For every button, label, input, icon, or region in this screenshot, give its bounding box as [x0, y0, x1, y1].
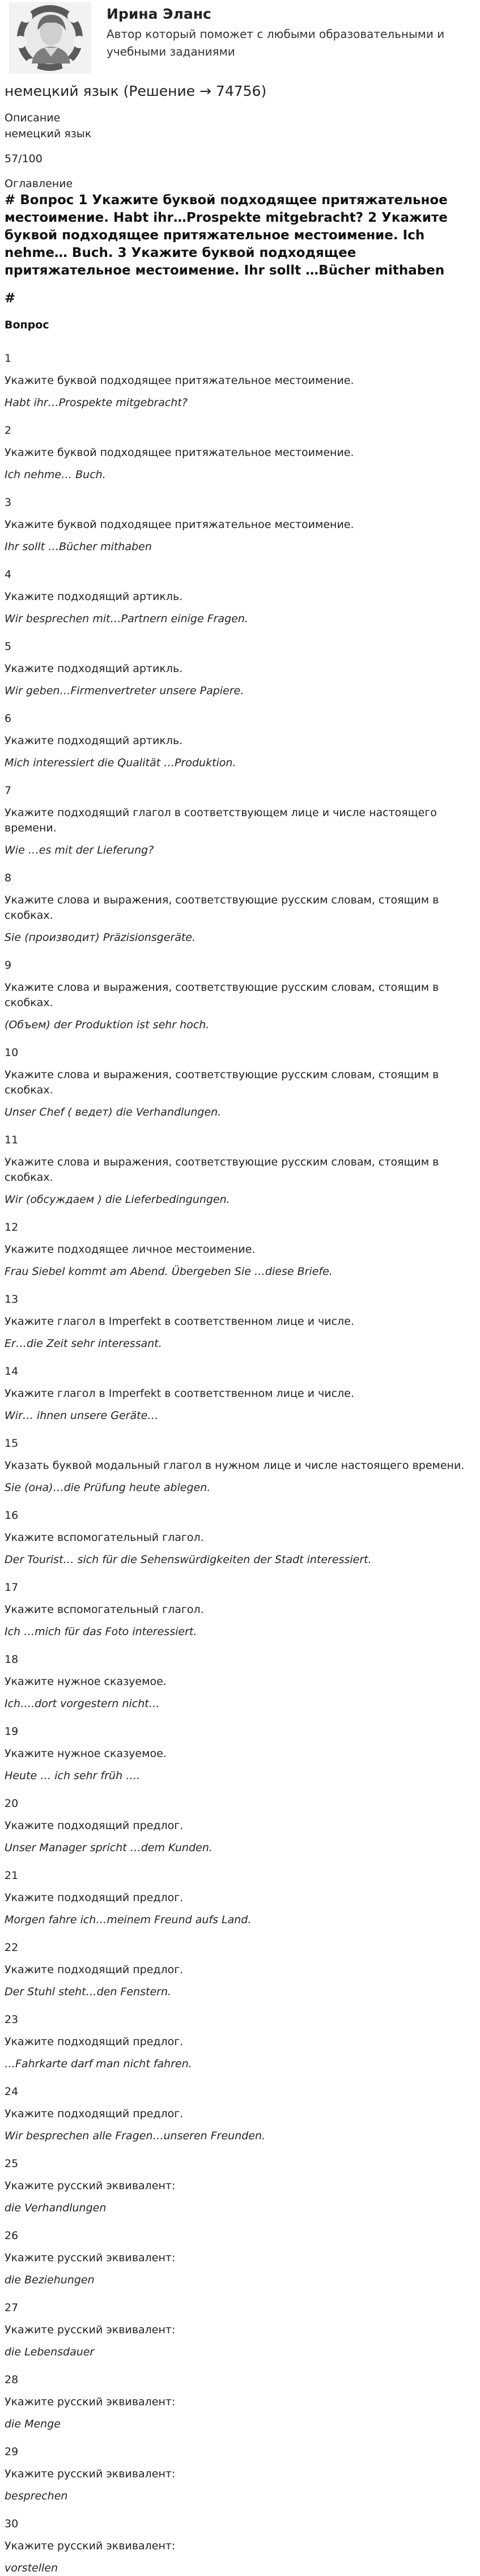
question-text: Sie (она)…die Prüfung heute ablegen. — [5, 1481, 211, 1494]
question-number: 2 — [5, 424, 12, 437]
question-number: 13 — [5, 1293, 19, 1306]
question-number: 12 — [5, 1221, 19, 1234]
question-number: 7 — [5, 784, 12, 797]
question-prompt: Укажите подходящий предлог. — [5, 1963, 184, 1976]
question-item — [5, 2012, 475, 2072]
question-item — [5, 1508, 475, 1568]
question-item — [5, 1220, 475, 1279]
question-text: die Menge — [5, 2418, 61, 2430]
question-number: 28 — [5, 2374, 19, 2386]
question-text: …Fahrkarte darf man nicht fahren. — [5, 2058, 192, 2070]
question-item — [5, 423, 475, 483]
question-prompt: Укажите подходящий артикль. — [5, 590, 183, 603]
question-item — [5, 2156, 475, 2216]
question-prompt: Укажите подходящий предлог. — [5, 2036, 184, 2048]
author-name[interactable]: Ирина Эланс — [107, 6, 211, 22]
question-item — [5, 1045, 475, 1120]
question-item — [5, 351, 475, 411]
question-number: 16 — [5, 1509, 19, 1522]
question-text: besprechen — [5, 2490, 68, 2502]
question-text: Wie …es mit der Lieferung? — [5, 844, 154, 856]
question-number: 15 — [5, 1437, 19, 1450]
question-prompt: Укажите русский эквивалент: — [5, 2324, 176, 2336]
question-text: Ich nehme… Buch. — [5, 468, 106, 481]
question-text: Er…die Zeit sehr interessant. — [5, 1337, 162, 1350]
question-prompt: Укажите подходящий артикль. — [5, 734, 183, 747]
question-item — [5, 567, 475, 627]
question-item — [5, 711, 475, 771]
question-number: 20 — [5, 1797, 19, 1810]
question-item — [5, 1364, 475, 1424]
question-number: 10 — [5, 1046, 19, 1059]
question-prompt: Укажите буквой подходящее притяжательное местоимение. — [5, 374, 354, 387]
question-number: 27 — [5, 2301, 19, 2314]
question-number: 24 — [5, 2085, 19, 2098]
question-text: Ich….dort vorgestern nicht… — [5, 1697, 160, 1710]
question-text: Unser Manager spricht …dem Kunden. — [5, 1842, 213, 1854]
question-item — [5, 2444, 475, 2504]
question-prompt: Укажите русский эквивалент: — [5, 2396, 176, 2408]
question-item — [5, 2300, 475, 2360]
question-prompt: Укажите вспомогательный глагол. — [5, 1531, 204, 1544]
question-prompt: Укажите подходящий артикль. — [5, 662, 183, 675]
author-header — [5, 0, 475, 82]
question-number: 17 — [5, 1581, 19, 1594]
question-text: die Verhandlungen — [5, 2202, 107, 2214]
author-description: Автор который поможет с любыми образовательными и учебными заданиями — [107, 27, 445, 58]
question-text: Sie (производит) Präzisionsgeräte. — [5, 931, 196, 944]
question-number: 18 — [5, 1653, 19, 1666]
question-number: 4 — [5, 568, 12, 581]
question-prompt: Укажите русский эквивалент: — [5, 2180, 176, 2192]
description-label: Описание — [5, 112, 61, 124]
question-text: Ich …mich für das Foto interessiert. — [5, 1625, 197, 1638]
author-avatar — [9, 2, 91, 74]
question-text: (Объем) der Produktion ist sehr hoch. — [5, 1019, 210, 1031]
question-text: Morgen fahre ich…meinem Freund aufs Land. — [5, 1914, 252, 1926]
question-text: Wir… ihnen unsere Geräte… — [5, 1409, 159, 1422]
question-number: 26 — [5, 2229, 19, 2242]
question-item — [5, 2516, 475, 2576]
question-prompt: Укажите нужное сказуемое. — [5, 1747, 167, 1760]
question-number: 5 — [5, 640, 12, 653]
question-prompt: Укажите подходящий предлог. — [5, 1819, 184, 1832]
question-number: 3 — [5, 496, 12, 509]
question-text: vorstellen — [5, 2562, 58, 2574]
question-text: Wir geben…Firmenvertreter unsere Papiere. — [5, 685, 244, 697]
question-text: Der Tourist… sich für die Sehenswürdigkeiten der Stadt interessiert. — [5, 1553, 372, 1566]
question-prompt: Укажите буквой подходящее притяжательное местоимение. — [5, 446, 354, 459]
question-item — [5, 1436, 475, 1496]
question-text: Mich interessiert die Qualität …Produktion. — [5, 757, 236, 769]
question-list — [5, 351, 475, 2576]
question-text: Wir besprechen mit…Partnern einige Fragen. — [5, 613, 248, 625]
question-number: 6 — [5, 712, 12, 725]
question-prompt: Укажите слова и выражения, соответствующие русским словам, стоящим в скобках. — [5, 981, 439, 1009]
question-item — [5, 495, 475, 555]
section-label: Вопрос — [5, 319, 49, 331]
question-prompt: Указать буквой модальный глагол в нужном лице и числе настоящего времени. — [5, 1459, 465, 1472]
question-text: Heute … ich sehr früh …. — [5, 1770, 141, 1782]
question-item — [5, 2372, 475, 2432]
question-item — [5, 1796, 475, 1856]
question-item — [5, 1580, 475, 1640]
question-number: 14 — [5, 1365, 19, 1378]
description-value: немецкий язык — [5, 128, 92, 140]
question-number: 25 — [5, 2157, 19, 2170]
question-item — [5, 2228, 475, 2288]
section-hash: # — [5, 291, 16, 306]
question-prompt: Укажите русский эквивалент: — [5, 2468, 176, 2480]
question-number: 19 — [5, 1725, 19, 1738]
question-prompt: Укажите подходящее личное местоимение. — [5, 1243, 256, 1256]
question-text: Wir (обсуждаем ) die Lieferbedingungen. — [5, 1193, 230, 1206]
question-text: Unser Chef ( ведет) die Verhandlungen. — [5, 1106, 222, 1118]
question-prompt: Укажите слова и выражения, соответствующие русским словам, стоящим в скобках. — [5, 1156, 439, 1184]
question-item — [5, 783, 475, 858]
question-item — [5, 1292, 475, 1352]
question-item — [5, 2084, 475, 2144]
question-item — [5, 1868, 475, 1928]
question-prompt: Укажите вспомогательный глагол. — [5, 1603, 204, 1616]
question-prompt: Укажите буквой подходящее притяжательное местоимение. — [5, 518, 354, 531]
question-text: Habt ihr…Prospekte mitgebracht? — [5, 396, 188, 409]
question-item — [5, 871, 475, 945]
question-text: Wir besprechen alle Fragen…unseren Freunden. — [5, 2130, 266, 2142]
toc-label: Оглавление — [5, 178, 73, 190]
question-prompt: Укажите нужное сказуемое. — [5, 1675, 167, 1688]
question-item — [5, 1652, 475, 1712]
question-prompt: Укажите подходящий глагол в соответствующем лице и числе настоящего времени. — [5, 806, 437, 834]
question-prompt: Укажите глагол в Imperfekt в соответственном лице и числе. — [5, 1315, 354, 1328]
question-number: 1 — [5, 352, 12, 365]
question-number: 9 — [5, 959, 12, 972]
question-prompt: Укажите русский эквивалент: — [5, 2252, 176, 2264]
question-item — [5, 639, 475, 699]
question-prompt: Укажите глагол в Imperfekt в соответственном лице и числе. — [5, 1387, 354, 1400]
question-prompt: Укажите русский эквивалент: — [5, 2540, 176, 2552]
question-item — [5, 1133, 475, 1207]
toc-heading[interactable]: # Вопрос 1 Укажите буквой подходящее притяжательное местоимение. Habt ihr…Prospekte mitgebracht? 2 Укажите буквой подходящее притяжательное местоимение. Ich nehme… Buch. 3 Укажите буквой подходящее притяжательное местоимение. Ihr sollt …Bücher mithaben — [5, 193, 448, 278]
question-prompt: Укажите слова и выражения, соответствующие русским словам, стоящим в скобках. — [5, 1069, 439, 1096]
question-item — [5, 1724, 475, 1784]
question-text: die Beziehungen — [5, 2274, 95, 2286]
score: 57/100 — [5, 153, 43, 165]
document-title: немецкий язык (Решение → 74756) — [5, 83, 267, 99]
question-prompt: Укажите слова и выражения, соответствующие русским словам, стоящим в скобках. — [5, 894, 439, 922]
question-text: die Lebensdauer — [5, 2346, 95, 2358]
question-prompt: Укажите подходящий предлог. — [5, 1891, 184, 1904]
question-text: Frau Siebel kommt am Abend. Übergeben Sie …diese Briefe. — [5, 1265, 333, 1278]
question-number: 29 — [5, 2446, 19, 2458]
avatar-image-icon — [9, 2, 91, 74]
question-number: 11 — [5, 1134, 19, 1146]
question-text: Der Stuhl steht…den Fenstern. — [5, 1986, 172, 1998]
question-item — [5, 1940, 475, 2000]
question-text: Ihr sollt …Bücher mithaben — [5, 540, 152, 553]
question-item — [5, 958, 475, 1033]
question-number: 23 — [5, 2013, 19, 2026]
question-number: 21 — [5, 1869, 19, 1882]
question-number: 8 — [5, 872, 12, 884]
question-number: 22 — [5, 1941, 19, 1954]
question-number: 30 — [5, 2518, 19, 2530]
question-prompt: Укажите подходящий предлог. — [5, 2108, 184, 2120]
